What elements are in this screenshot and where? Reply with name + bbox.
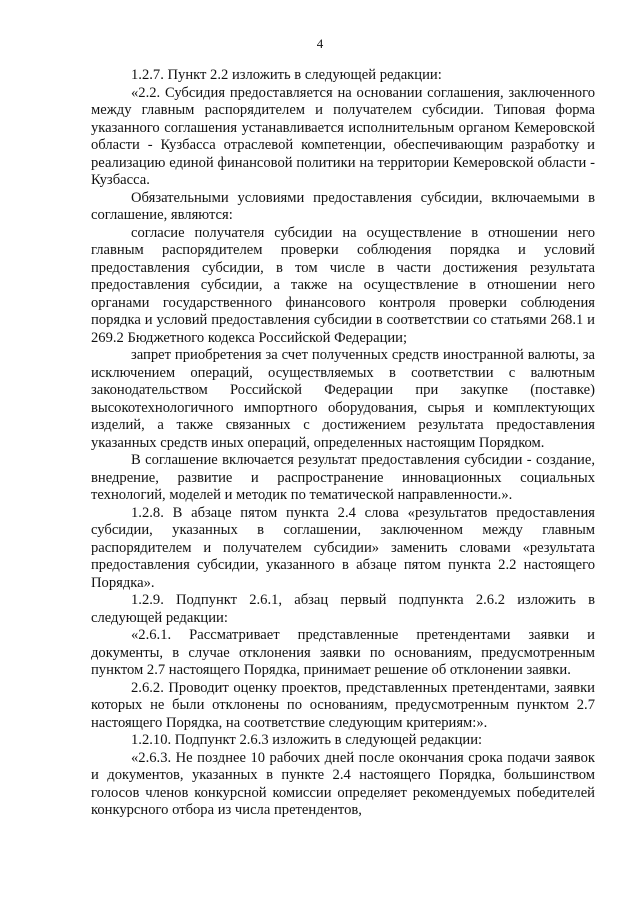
paragraph-consent: согласие получателя субсидии на осуществление в отношении него главным распорядителем проверки соблюдения порядка и условий предоставления субсидии, в том числе в части достижения результата предоставления субсидии, а также на осуществление в отношении него органами государственного финансового контроля проверки соблюдения порядка и условий предоставления субсидии в соответствии со статьями 268.1 и 269.2 Бюджетного кодекса Российской Федерации; — [91, 224, 595, 346]
paragraph-1-2-9: 1.2.9. Подпункт 2.6.1, абзац первый подпункта 2.6.2 изложить в следующей редакции: — [91, 592, 595, 626]
paragraph-1-2-7: 1.2.7. Пункт 2.2 изложить в следующей редакции: — [131, 67, 442, 83]
paragraph-mandatory-conditions: Обязательными условиями предоставления субсидии, включаемыми в соглашение, являются: — [91, 189, 595, 223]
paragraph-1-2-8: 1.2.8. В абзаце пятом пункта 2.4 слова «результатов предоставления субсидии, указанных в соглашении, заключенном между главным распорядителем и получателем субсидии» заменить словами «результата предоставления субсидии, указанного в абзаце пятом пункта 2.2 настоящего Порядка». — [91, 504, 595, 591]
paragraph-currency-ban: запрет приобретения за счет полученных средств иностранной валюты, за исключением операций, осуществляемых в соответствии с валютным законодательством Российской Федерации при закупке (поставке) высокотехнологичного импортного оборудования, сырья и комплектующих изделий, а также связанных с достижением результата предоставления указанных средств иных операций, определенных настоящим Порядком. — [91, 347, 595, 451]
document-body — [91, 67, 595, 820]
paragraph-2-2: «2.2. Субсидия предоставляется на основании соглашения, заключенного между главным распорядителем и получателем субсидии. Типовая форма указанного соглашения устанавливается исполнительным органом Кемеровской области - Кузбасса отраслевой компетенции, обеспечивающим разработку и реализацию единой финансовой политики на территории Кемеровской области - Кузбасса. — [91, 84, 595, 188]
paragraph-1-2-10: 1.2.10. Подпункт 2.6.3 изложить в следующей редакции: — [131, 732, 483, 748]
paragraph-2-6-3: «2.6.3. Не позднее 10 рабочих дней после окончания срока подачи заявок и документов, указанных в пункте 2.4 настоящего Порядка, большинством голосов членов конкурсной комиссии определяет рекомендуемых победителей конкурсного отбора из числа претендентов, — [91, 749, 595, 818]
page-number: 4 — [316, 36, 324, 51]
paragraph-result: В соглашение включается результат предоставления субсидии - создание, внедрение, развитие и распространение инновационных социальных технологий, моделей и методик по тематической направленности.». — [91, 452, 595, 503]
paragraph-2-6-1: «2.6.1. Рассматривает представленные претендентами заявки и документы, в случае отклонения заявки по основаниям, предусмотренным пунктом 2.7 настоящего Порядка, принимает решение об отклонении заявки. — [91, 627, 595, 678]
paragraph-2-6-2: 2.6.2. Проводит оценку проектов, представленных претендентами, заявки которых не были отклонены по основаниям, предусмотренным пунктом 2.7 настоящего Порядка, на соответствие следующим критериям:». — [91, 679, 595, 731]
